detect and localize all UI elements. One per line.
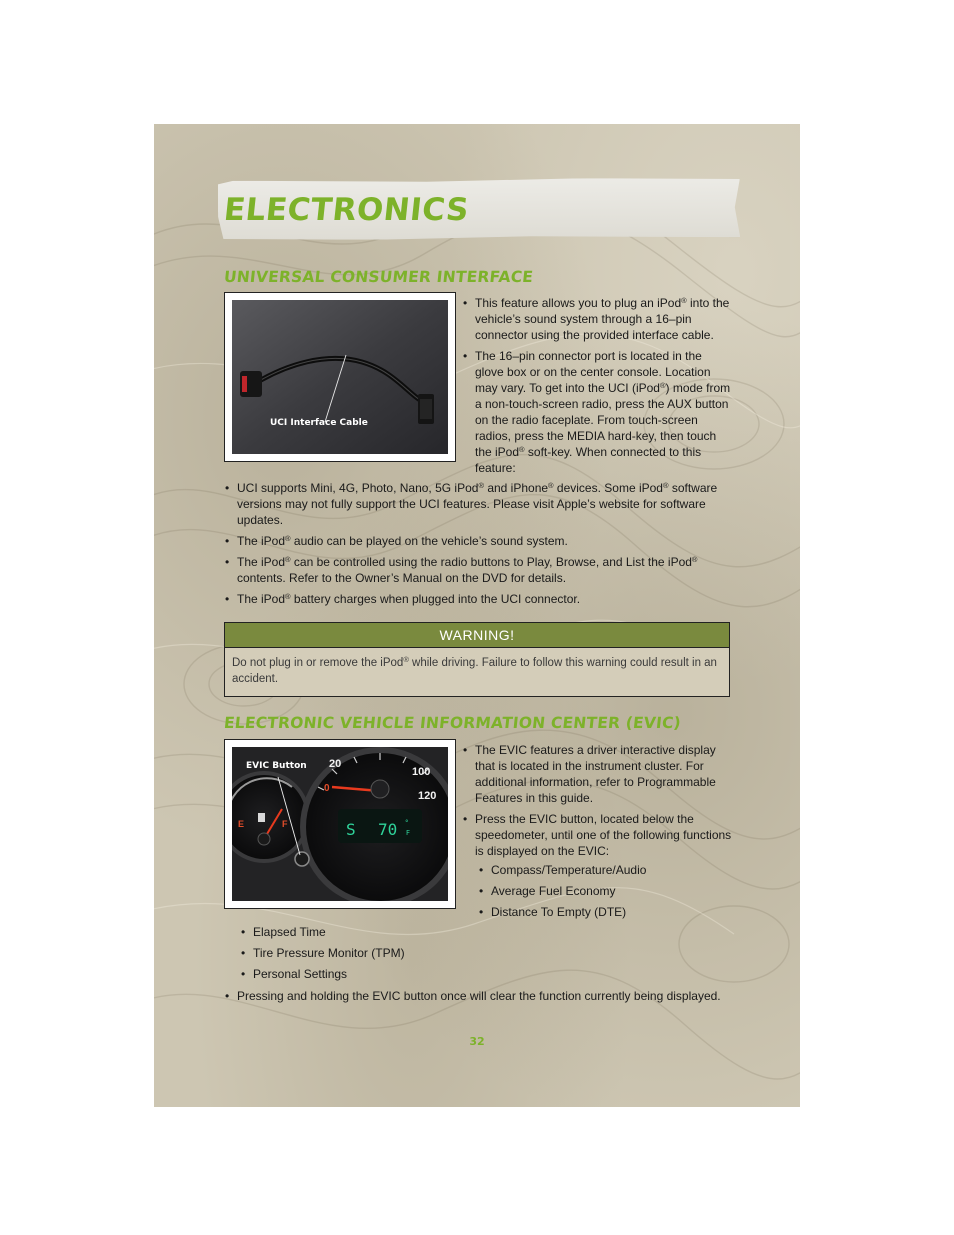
uci-cable-image	[232, 300, 448, 454]
uci-cable-photo	[224, 292, 456, 462]
list-item: • Compass/Temperature/Audio	[478, 862, 732, 878]
page-title: ELECTRONICS	[222, 192, 471, 228]
list-item: • This feature allows you to plug an iPod® into the vehicle’s sound system through a 16–pin connector using the provided interface cable.	[462, 295, 732, 343]
uci-photo-label: UCI Interface Cable	[270, 418, 368, 428]
svg-text:E: E	[238, 819, 245, 829]
warning-title: WARNING!	[225, 623, 729, 648]
list-item: • The iPod® can be controlled using the radio buttons to Play, Browse, and List the iPod® contents. Refer to the Owner’s Manual on the DVD for details.	[224, 554, 734, 586]
list-item: • The iPod® audio can be played on the vehicle’s sound system.	[224, 533, 734, 549]
warning-text: Do not plug in or remove the iPod® while driving. Failure to follow this warning could result in an accident.	[232, 655, 717, 685]
svg-text:F: F	[282, 819, 288, 829]
evic-functions-full	[240, 924, 540, 987]
list-item: • Elapsed Time	[240, 924, 540, 940]
manual-page	[154, 124, 800, 1107]
list-item: • The EVIC features a driver interactive display that is located in the instrument cluster. For additional information, refer to Programmable Features in this guide.	[462, 742, 732, 806]
uci-side-bullets	[462, 295, 732, 481]
list-item: • The iPod® battery charges when plugged into the UCI connector.	[224, 591, 734, 607]
list-item: • Tire Pressure Monitor (TPM)	[240, 945, 540, 961]
list-item: • Press the EVIC button, located below the speedometer, until one of the following functions is displayed on the EVIC:	[462, 811, 732, 859]
warning-box	[224, 622, 730, 697]
uci-heading: UNIVERSAL CONSUMER INTERFACE	[223, 268, 535, 286]
evic-final-bullet	[224, 988, 724, 1009]
evic-cluster-photo	[224, 739, 456, 909]
list-item: • Distance To Empty (DTE)	[478, 904, 732, 920]
page-number: 32	[469, 1035, 485, 1048]
list-item: • The 16–pin connector port is located in the glove box or on the center console. Location may vary. To get into the UCI (iPod®) mode from a non-touch-screen radio, press the AUX button on the radio faceplate. From touch-screen radios, press the MEDIA hard-key, then touch the iPod® soft-key. When connected to this feature:	[462, 348, 732, 476]
evic-heading: ELECTRONIC VEHICLE INFORMATION CENTER (EVIC)	[223, 714, 682, 732]
list-item: • Pressing and holding the EVIC button once will clear the function currently being displayed.	[224, 988, 724, 1004]
svg-text:70: 70	[378, 820, 398, 839]
svg-text:S: S	[346, 820, 356, 839]
svg-text:°: °	[405, 819, 409, 827]
list-item: • Average Fuel Economy	[478, 883, 732, 899]
evic-functions-side	[478, 862, 732, 925]
svg-text:100: 100	[412, 766, 431, 778]
svg-text:20: 20	[329, 758, 342, 770]
uci-bullets	[224, 480, 734, 612]
evic-side-bullets	[462, 742, 732, 864]
svg-text:120: 120	[418, 790, 437, 802]
evic-photo-label: EVIC Button	[246, 761, 307, 771]
svg-text:F: F	[406, 829, 411, 837]
svg-text:0: 0	[324, 783, 330, 794]
list-item: • Personal Settings	[240, 966, 540, 982]
list-item: • UCI supports Mini, 4G, Photo, Nano, 5G iPod® and iPhone® devices. Some iPod® software versions may not fully support the UCI features. Please visit Apple’s website for software updates.	[224, 480, 734, 528]
